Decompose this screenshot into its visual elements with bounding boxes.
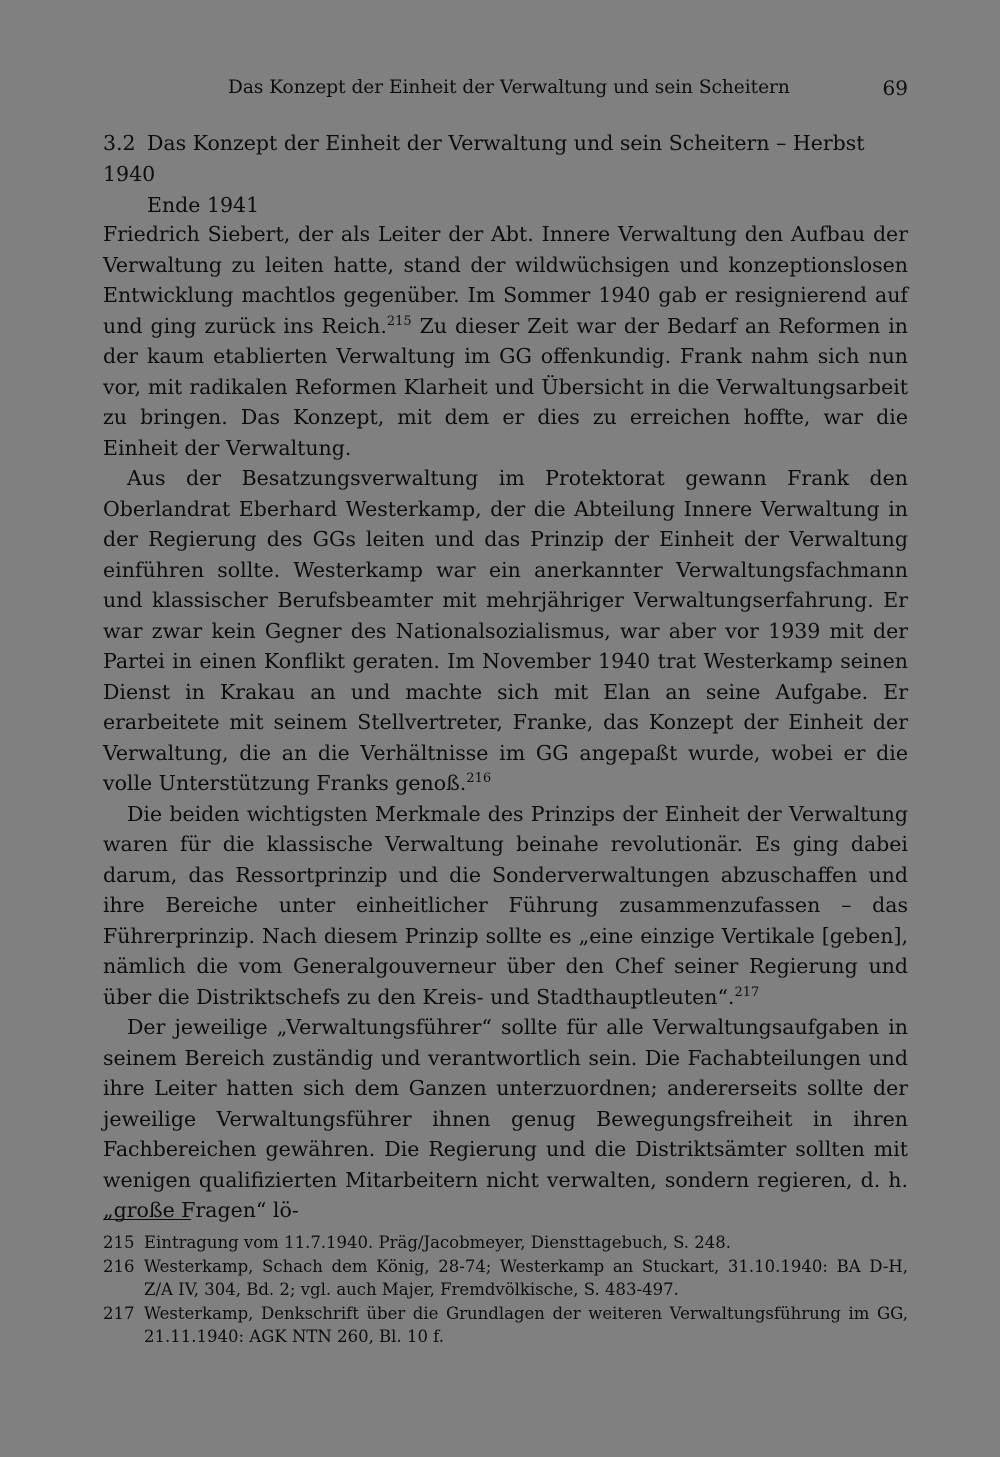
footnote-text: Westerkamp, Schach dem König, 28-74; Westerkamp an Stuckart, 31.10.1940: BA D-H, Z/A IV, 304, Bd. 2; vgl. auch Majer, Fremdvölkische, S. 483-497. (144, 1256, 908, 1299)
paragraph (103, 799, 908, 1013)
footnote-reference[interactable]: 215 (386, 313, 412, 329)
section-number: 3.2 (103, 131, 136, 155)
section-title-line1: Das Konzept der Einheit der Verwaltung und sein Scheitern – Herbst 1940 (103, 131, 865, 186)
section-heading (103, 128, 913, 221)
paragraph-text-continued: Zu dieser Zeit war der Bedarf an Reformen in der kaum etablierten Verwaltung im GG offenkundig. Frank nahm sich nun vor, mit radikalen Reformen Klarheit und Übersicht in die Verwaltungsarbeit zu bringen. Das Konzept, mit dem er dies zu erreichen hoffte, war die Einheit der Verwaltung. (103, 313, 908, 460)
footnote (103, 1302, 908, 1349)
page-number: 69 (882, 76, 908, 100)
footnote (103, 1231, 908, 1255)
paragraph (103, 219, 908, 463)
footnote-number: 215 (103, 1233, 135, 1252)
paragraph-text: Aus der Besatzungsverwaltung im Protektorat gewann Frank den Oberlandrat Eberhard Westerkamp, der die Abteilung Innere Verwaltung in der Regierung des GGs leiten und das Prinzip der Einheit der Verwaltung einführen sollte. Westerkamp war ein anerkannter Verwaltungsfachmann und klassischer Berufsbeamter mit mehrjähriger Verwaltungserfahrung. Er war zwar kein Gegner des Nationalsozialismus, war aber vor 1939 mit der Partei in einen Konflikt geraten. Im November 1940 trat Westerkamp seinen Dienst in Krakau an und machte sich mit Elan an seine Aufgabe. Er erarbeitete mit seinem Stellvertreter, Franke, das Konzept der Einheit der Verwaltung, die an die Verhältnisse im GG angepaßt wurde, wobei er die volle Unterstützung Franks genoß. (103, 466, 908, 795)
footnote-text: Eintragung vom 11.7.1940. Präg/Jacobmeyer, Diensttagebuch, S. 248. (144, 1233, 732, 1252)
footnotes (103, 1231, 908, 1349)
footnote (103, 1255, 908, 1302)
paragraph (103, 463, 908, 799)
paragraph-text: Die beiden wichtigsten Merkmale des Prinzips der Einheit der Verwaltung waren für die klassische Verwaltung beinahe revolutionär. Es ging dabei darum, das Ressortprinzip und die Sonderverwaltungen abzuschaffen und ihre Bereiche unter einheitlicher Führung zusammenzufassen – das Führerprinzip. Nach diesem Prinzip sollte es „eine einzige Vertikale [geben], nämlich die vom Generalgouverneur über den Chef seiner Regierung und über die Distriktschefs zu den Kreis- und Stadthauptleuten“. (103, 801, 908, 1009)
body-text (103, 219, 908, 1226)
paragraph (103, 1012, 908, 1226)
footnote-number: 217 (103, 1303, 135, 1323)
footnote-number: 216 (103, 1256, 135, 1276)
section-title-line2: Ende 1941 (147, 193, 260, 217)
paragraph-text: Der jeweilige „Verwaltungsführer“ sollte für alle Verwaltungsaufgaben in seinem Bereich zuständig und verantwortlich sein. Die Fachabteilungen und ihre Leiter hatten sich dem Ganzen unterzuordnen; andererseits sollte der jeweilige Verwaltungsführer ihnen genug Bewegungsfreiheit in ihren Fachbereichen gewähren. Die Regierung und die Distriktsämter sollten mit wenigen qualifizierten Mitarbeitern nicht verwalten, sondern regieren, d. h. „große Fragen“ lö- (103, 1015, 908, 1222)
running-head-title: Das Konzept der Einheit der Verwaltung und sein Scheitern (228, 77, 790, 98)
footnote-divider (103, 1219, 191, 1220)
footnote-text: Westerkamp, Denkschrift über die Grundlagen der weiteren Verwaltungsführung im GG, 21.11.1940: AGK NTN 260, Bl. 10 f. (144, 1303, 908, 1346)
footnote-reference[interactable]: 216 (466, 771, 492, 786)
footnote-reference[interactable]: 217 (734, 984, 760, 1000)
paragraph-text: Friedrich Siebert, der als Leiter der Abt. Innere Verwaltung den Aufbau der Verwaltung zu leiten hatte, stand der wildwüchsigen und konzeptionslosen Entwicklung machtlos gegenüber. Im Sommer 1940 gab er resignierend auf und ging zurück ins Reich. (103, 222, 908, 338)
